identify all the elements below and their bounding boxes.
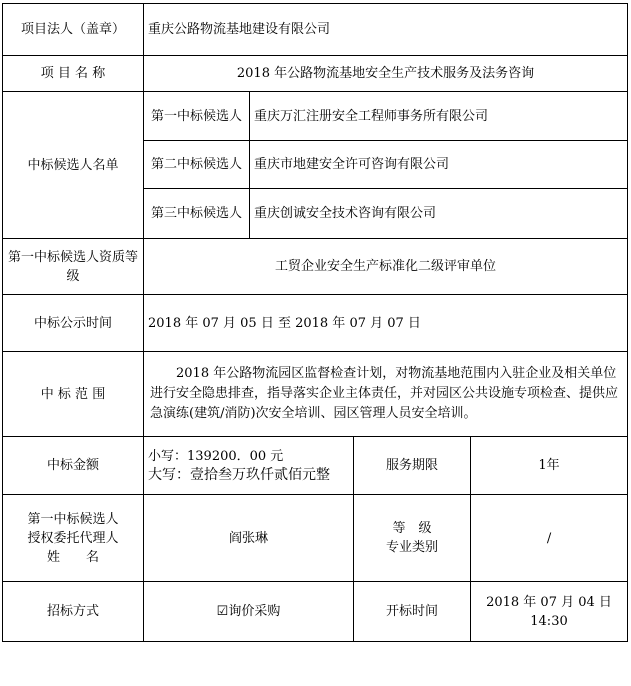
scope-label: 中 标 范 围 <box>3 352 144 437</box>
row-method <box>3 582 628 642</box>
amount-lower: 小写：139200．00 元 <box>148 448 284 464</box>
open-time-value: 2018 年 07 月 04 日 14:30 <box>471 582 628 642</box>
project-name-label: 项 目 名 称 <box>3 56 144 92</box>
grade-label-line-1: 等 级 <box>392 521 432 536</box>
scope-value: 2018 年公路物流园区监督检查计划，对物流基地范围内入驻企业及相关单位进行安全隐患排查，指导落实企业主体责任，并对园区公共设施专项检查、提供应急演练(建筑/消防)次安全培训、园区管理人员安全培训。 <box>144 352 628 437</box>
row-agent <box>3 495 628 582</box>
row-project-name <box>3 56 628 92</box>
row-legal-person <box>3 4 628 56</box>
row-publicity <box>3 295 628 352</box>
legal-person-label: 项目法人（盖章） <box>3 4 144 56</box>
candidate-name-1: 重庆万汇注册安全工程师事务所有限公司 <box>250 92 628 141</box>
grade-label <box>354 495 471 582</box>
agent-label <box>3 495 144 582</box>
grade-label-line-2: 专业类别 <box>385 540 438 555</box>
amount-value <box>144 437 354 495</box>
open-time-label: 开标时间 <box>354 582 471 642</box>
agent-label-line-2: 授权委托代理人 <box>27 530 119 546</box>
amount-label: 中标金额 <box>3 437 144 495</box>
method-value: ☑询价采购 <box>144 582 354 642</box>
legal-person-value: 重庆公路物流基地建设有限公司 <box>144 4 628 56</box>
row-scope <box>3 352 628 437</box>
candidate-name-3: 重庆创诚安全技术咨询有限公司 <box>250 189 628 239</box>
candidates-label: 中标候选人名单 <box>3 92 144 239</box>
grade-value: / <box>471 495 628 582</box>
candidate-rank-1: 第一中标候选人 <box>144 92 250 141</box>
row-candidate-1 <box>3 92 628 141</box>
publicity-label: 中标公示时间 <box>3 295 144 352</box>
qualification-label: 第一中标候选人资质等级 <box>3 239 144 295</box>
row-qualification <box>3 239 628 295</box>
amount-upper: 大写：壹拾叁万玖仟贰佰元整 <box>148 466 330 483</box>
service-term-value: 1年 <box>471 437 628 495</box>
agent-label-line-1: 第一中标候选人 <box>27 511 119 527</box>
candidate-rank-2: 第二中标候选人 <box>144 141 250 189</box>
project-name-value: 2018 年公路物流基地安全生产技术服务及法务咨询 <box>144 56 628 92</box>
service-term-label: 服务期限 <box>354 437 471 495</box>
bid-result-table <box>2 3 628 642</box>
agent-label-line-3: 姓 名 <box>46 549 99 565</box>
row-amount <box>3 437 628 495</box>
agent-value: 阎张琳 <box>144 495 354 582</box>
candidate-name-2: 重庆市地建安全许可咨询有限公司 <box>250 141 628 189</box>
publicity-value: 2018 年 07 月 05 日 至 2018 年 07 月 07 日 <box>144 295 628 352</box>
candidate-rank-3: 第三中标候选人 <box>144 189 250 239</box>
qualification-value: 工贸企业安全生产标准化二级评审单位 <box>144 239 628 295</box>
method-label: 招标方式 <box>3 582 144 642</box>
